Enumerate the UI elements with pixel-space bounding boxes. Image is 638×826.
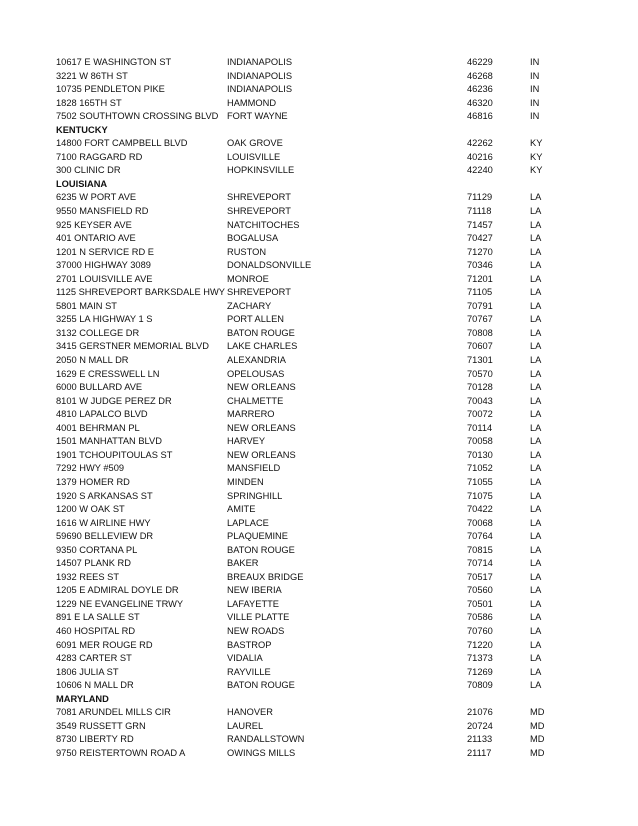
zip-cell: 71301 (467, 355, 493, 366)
address-row (56, 611, 566, 625)
city-cell: HANOVER (227, 707, 273, 718)
city-cell: NEW ORLEANS (227, 382, 296, 393)
state-cell: LA (530, 273, 542, 284)
address-row (56, 137, 566, 151)
city-cell: MONROE (227, 273, 269, 284)
address-row (56, 259, 566, 273)
state-cell: LA (530, 653, 542, 664)
address-cell: 925 KEYSER AVE (56, 219, 132, 230)
city-cell: HAMMOND (227, 97, 277, 108)
address-cell: 401 ONTARIO AVE (56, 233, 136, 244)
address-cell: 9750 REISTERTOWN ROAD A (56, 747, 186, 758)
address-row (56, 368, 566, 382)
state-cell: LA (530, 463, 542, 474)
city-cell: BATON ROUGE (227, 327, 295, 338)
address-row (56, 557, 566, 571)
address-row (56, 720, 566, 734)
city-cell: INDIANAPOLIS (227, 84, 293, 95)
zip-cell: 46229 (467, 57, 493, 67)
zip-cell: 71129 (467, 192, 493, 203)
address-cell: 300 CLINIC DR (56, 165, 121, 176)
address-row (56, 530, 566, 544)
address-row (56, 110, 566, 124)
state-cell: LA (530, 612, 542, 623)
zip-cell: 70815 (467, 544, 493, 555)
city-cell: PLAQUEMINE (227, 531, 288, 542)
address-row (56, 246, 566, 260)
address-cell: 3132 COLLEGE DR (56, 327, 140, 338)
address-cell: 4283 CARTER ST (56, 653, 132, 664)
zip-cell: 70809 (467, 680, 493, 691)
address-row (56, 83, 566, 97)
state-cell: LA (530, 355, 542, 366)
city-cell: LAFAYETTE (227, 598, 280, 609)
city-cell: MINDEN (227, 476, 264, 487)
address-cell: 1932 REES ST (56, 571, 120, 582)
state-cell: LA (530, 341, 542, 352)
state-cell: MD (530, 720, 545, 731)
address-row (56, 462, 566, 476)
city-cell: MANSFIELD (227, 463, 281, 474)
zip-cell: 70607 (467, 341, 493, 352)
address-cell: 1201 N SERVICE RD E (56, 246, 155, 257)
address-row (56, 733, 566, 747)
city-cell: DONALDSONVILLE (227, 260, 312, 271)
city-cell: SHREVEPORT (227, 192, 291, 203)
city-cell: OAK GROVE (227, 138, 283, 149)
zip-cell: 70764 (467, 531, 493, 542)
state-cell: LA (530, 571, 542, 582)
city-cell: NEW IBERIA (227, 585, 282, 596)
city-cell: BATON ROUGE (227, 544, 295, 555)
state-cell: LA (530, 680, 542, 691)
zip-cell: 40216 (467, 151, 493, 162)
address-row (56, 205, 566, 219)
zip-cell: 70130 (467, 449, 493, 460)
address-row (56, 598, 566, 612)
state-cell: LA (530, 409, 542, 420)
zip-cell: 71220 (467, 639, 493, 650)
address-cell: 4001 BEHRMAN PL (56, 422, 140, 433)
address-cell: 6000 BULLARD AVE (56, 382, 143, 393)
zip-cell: 70043 (467, 395, 493, 406)
state-cell: LA (530, 504, 542, 515)
zip-cell: 71269 (467, 666, 493, 677)
state-cell: LA (530, 368, 542, 379)
state-cell: LA (530, 639, 542, 650)
state-cell: LA (530, 260, 542, 271)
city-cell: ZACHARY (227, 300, 272, 311)
address-cell: 1629 E CRESSWELL LN (56, 368, 160, 379)
zip-cell: 70128 (467, 382, 493, 393)
address-cell: 1616 W AIRLINE HWY (56, 517, 151, 528)
city-cell: PORT ALLEN (227, 314, 285, 325)
zip-cell: 21076 (467, 707, 493, 718)
zip-cell: 46236 (467, 84, 493, 95)
address-row (56, 164, 566, 178)
state-cell: LA (530, 382, 542, 393)
zip-cell: 70346 (467, 260, 493, 271)
address-row (56, 56, 566, 70)
city-cell: LAPLACE (227, 517, 269, 528)
city-cell: NEW ORLEANS (227, 422, 296, 433)
address-cell: 1205 E ADMIRAL DOYLE DR (56, 585, 179, 596)
city-cell: BOGALUSA (227, 233, 279, 244)
address-cell: 8101 W JUDGE PEREZ DR (56, 395, 172, 406)
address-row (56, 449, 566, 463)
city-cell: OWINGS MILLS (227, 747, 296, 758)
city-cell: INDIANAPOLIS (227, 57, 293, 67)
zip-cell: 71118 (467, 206, 492, 217)
address-cell: 1125 SHREVEPORT BARKSDALE HWY (56, 287, 225, 298)
address-cell: 14800 FORT CAMPBELL BLVD (56, 138, 188, 149)
city-cell: INDIANAPOLIS (227, 70, 293, 81)
state-cell: LA (530, 598, 542, 609)
state-cell: LA (530, 625, 542, 636)
address-cell: 37000 HIGHWAY 3089 (56, 260, 151, 271)
state-cell: LA (530, 476, 542, 487)
city-cell: CHALMETTE (227, 395, 284, 406)
address-cell: 3255 LA HIGHWAY 1 S (56, 314, 153, 325)
state-cell: IN (530, 84, 540, 95)
state-cell: LA (530, 395, 542, 406)
zip-cell: 71373 (467, 653, 493, 664)
address-cell: 1501 MANHATTAN BLVD (56, 436, 162, 447)
state-cell: MD (530, 747, 545, 758)
address-row (56, 639, 566, 653)
city-cell: LOUISVILLE (227, 151, 281, 162)
zip-cell: 71105 (467, 287, 493, 298)
address-cell: 9550 MANSFIELD RD (56, 206, 149, 217)
city-cell: NATCHITOCHES (227, 219, 300, 230)
state-cell: LA (530, 287, 542, 298)
address-cell: 6235 W PORT AVE (56, 192, 137, 203)
address-cell: 1229 NE EVANGELINE TRWY (56, 598, 184, 609)
address-row (56, 706, 566, 720)
state-cell: LA (530, 544, 542, 555)
state-header: LOUISIANA (56, 178, 108, 189)
address-row (56, 232, 566, 246)
address-cell: 460 HOSPITAL RD (56, 625, 136, 636)
zip-cell: 71075 (467, 490, 493, 501)
address-row (56, 340, 566, 354)
city-cell: BREAUX BRIDGE (227, 571, 304, 582)
zip-cell: 70427 (467, 233, 493, 244)
address-cell: 3415 GERSTNER MEMORIAL BLVD (56, 341, 209, 352)
address-cell: 8730 LIBERTY RD (56, 734, 134, 745)
zip-cell: 71201 (467, 273, 493, 284)
zip-cell: 70791 (467, 300, 493, 311)
zip-cell: 70808 (467, 327, 493, 338)
zip-cell: 42262 (467, 138, 493, 149)
state-cell: LA (530, 490, 542, 501)
address-list (56, 56, 566, 760)
city-cell: RUSTON (227, 246, 267, 257)
address-row (56, 625, 566, 639)
address-row (56, 571, 566, 585)
state-cell: IN (530, 97, 540, 108)
zip-cell: 71270 (467, 246, 493, 257)
zip-cell: 71052 (467, 463, 493, 474)
state-cell: IN (530, 70, 540, 81)
state-cell: LA (530, 517, 542, 528)
city-cell: ALEXANDRIA (227, 355, 286, 366)
zip-cell: 70068 (467, 517, 493, 528)
city-cell: NEW ORLEANS (227, 449, 296, 460)
address-row (56, 544, 566, 558)
address-cell: 5801 MAIN ST (56, 300, 117, 311)
state-header: MARYLAND (56, 693, 109, 704)
zip-cell: 46816 (467, 111, 493, 122)
state-cell: KY (530, 165, 543, 176)
address-cell: 10606 N MALL DR (56, 680, 134, 691)
state-cell: LA (530, 531, 542, 542)
address-row (56, 381, 566, 395)
address-cell: 2701 LOUISVILLE AVE (56, 273, 153, 284)
city-cell: HOPKINSVILLE (227, 165, 295, 176)
city-cell: BATON ROUGE (227, 680, 295, 691)
address-row (56, 97, 566, 111)
state-cell: IN (530, 57, 540, 67)
state-cell: IN (530, 111, 540, 122)
address-cell: 10617 E WASHINGTON ST (56, 57, 172, 67)
city-cell: AMITE (227, 504, 256, 515)
address-row (56, 395, 566, 409)
state-cell: LA (530, 192, 542, 203)
address-row (56, 422, 566, 436)
state-cell: KY (530, 151, 543, 162)
zip-cell: 70072 (467, 409, 493, 420)
zip-cell: 21133 (467, 734, 493, 745)
state-cell: KY (530, 138, 543, 149)
zip-cell: 71457 (467, 219, 493, 230)
address-cell: 59690 BELLEVIEW DR (56, 531, 154, 542)
zip-cell: 70114 (467, 422, 493, 433)
address-row (56, 300, 566, 314)
zip-cell: 21117 (467, 747, 492, 758)
state-cell: LA (530, 219, 542, 230)
address-row (56, 584, 566, 598)
city-cell: NEW ROADS (227, 625, 285, 636)
state-cell: LA (530, 246, 542, 257)
city-cell: HARVEY (227, 436, 266, 447)
city-cell: VILLE PLATTE (227, 612, 290, 623)
city-cell: MARRERO (227, 409, 275, 420)
state-header: KENTUCKY (56, 124, 108, 135)
address-row (56, 435, 566, 449)
city-cell: SHREVEPORT (227, 287, 291, 298)
address-cell: 3549 RUSSETT GRN (56, 720, 146, 731)
address-row (56, 191, 566, 205)
zip-cell: 70714 (467, 558, 493, 569)
zip-cell: 46268 (467, 70, 493, 81)
address-cell: 891 E LA SALLE ST (56, 612, 140, 623)
zip-cell: 70760 (467, 625, 493, 636)
address-cell: 6091 MER ROUGE RD (56, 639, 153, 650)
zip-cell: 70586 (467, 612, 493, 623)
city-cell: BASTROP (227, 639, 272, 650)
address-row (56, 327, 566, 341)
address-row (56, 652, 566, 666)
state-cell: MD (530, 707, 545, 718)
address-row (56, 151, 566, 165)
state-cell: LA (530, 300, 542, 311)
address-cell: 1806 JULIA ST (56, 666, 119, 677)
city-cell: RAYVILLE (227, 666, 271, 677)
state-cell: LA (530, 585, 542, 596)
state-cell: MD (530, 734, 545, 745)
city-cell: BAKER (227, 558, 259, 569)
zip-cell: 70560 (467, 585, 493, 596)
address-cell: 7081 ARUNDEL MILLS CIR (56, 707, 171, 718)
address-cell: 7502 SOUTHTOWN CROSSING BLVD (56, 111, 219, 122)
city-cell: RANDALLSTOWN (227, 734, 305, 745)
city-cell: OPELOUSAS (227, 368, 285, 379)
address-cell: 7292 HWY #509 (56, 463, 125, 474)
zip-cell: 20724 (467, 720, 493, 731)
address-row (56, 70, 566, 84)
state-cell: LA (530, 666, 542, 677)
city-cell: LAKE CHARLES (227, 341, 298, 352)
state-cell: LA (530, 449, 542, 460)
address-row (56, 503, 566, 517)
address-row (56, 354, 566, 368)
address-row (56, 747, 566, 761)
state-cell: LA (530, 327, 542, 338)
state-cell: LA (530, 436, 542, 447)
zip-cell: 46320 (467, 97, 493, 108)
address-row (56, 273, 566, 287)
city-cell: SPRINGHILL (227, 490, 283, 501)
city-cell: LAUREL (227, 720, 264, 731)
zip-cell: 71055 (467, 476, 493, 487)
state-cell: LA (530, 422, 542, 433)
address-row (56, 219, 566, 233)
state-cell: LA (530, 558, 542, 569)
address-cell: 1379 HOMER RD (56, 476, 130, 487)
address-cell: 1200 W OAK ST (56, 504, 125, 515)
zip-cell: 70058 (467, 436, 493, 447)
address-cell: 1901 TCHOUPITOULAS ST (56, 449, 173, 460)
address-cell: 2050 N MALL DR (56, 355, 129, 366)
address-cell: 10735 PENDLETON PIKE (56, 84, 165, 95)
state-cell: LA (530, 233, 542, 244)
address-row (56, 408, 566, 422)
zip-cell: 70501 (467, 598, 493, 609)
address-row (56, 476, 566, 490)
address-cell: 3221 W 86TH ST (56, 70, 128, 81)
address-row (56, 679, 566, 693)
zip-cell: 70422 (467, 504, 493, 515)
zip-cell: 70767 (467, 314, 493, 325)
zip-cell: 70517 (467, 571, 493, 582)
city-cell: VIDALIA (227, 653, 263, 664)
address-row (56, 490, 566, 504)
address-cell: 14507 PLANK RD (56, 558, 131, 569)
address-cell: 1920 S ARKANSAS ST (56, 490, 153, 501)
city-cell: FORT WAYNE (227, 111, 288, 122)
address-row (56, 666, 566, 680)
address-row (56, 286, 566, 300)
state-cell: LA (530, 314, 542, 325)
zip-cell: 42240 (467, 165, 493, 176)
address-row (56, 313, 566, 327)
address-row (56, 517, 566, 531)
address-cell: 1828 165TH ST (56, 97, 122, 108)
address-cell: 7100 RAGGARD RD (56, 151, 143, 162)
address-cell: 9350 CORTANA PL (56, 544, 138, 555)
address-cell: 4810 LAPALCO BLVD (56, 409, 148, 420)
zip-cell: 70570 (467, 368, 493, 379)
state-cell: LA (530, 206, 542, 217)
city-cell: SHREVEPORT (227, 206, 291, 217)
